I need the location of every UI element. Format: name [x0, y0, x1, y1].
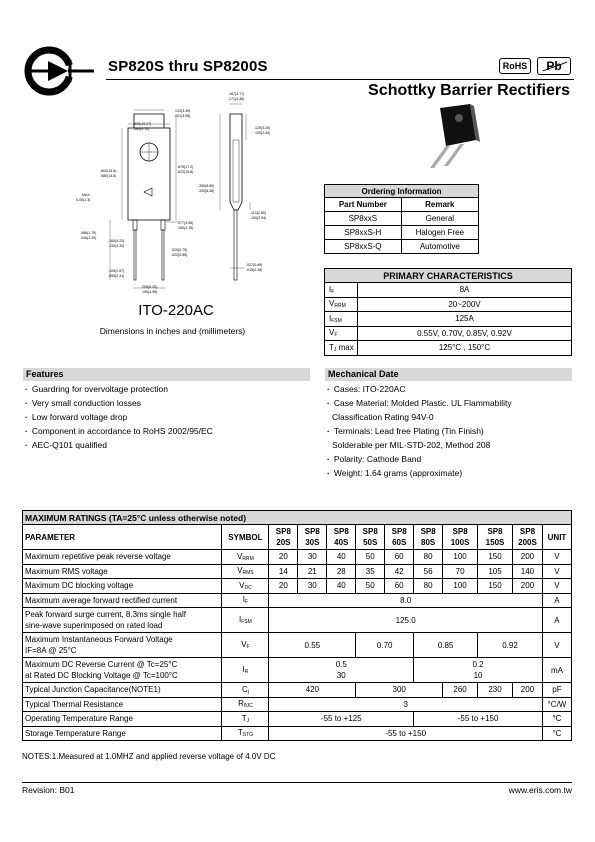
table-row: [23, 633, 572, 658]
part-suffix: 40S: [334, 538, 349, 547]
ordering-part: SP8xxS: [325, 212, 402, 226]
symbol-letter: V: [239, 580, 245, 590]
primary-symbol: [325, 326, 358, 341]
cell-unit: °C/W: [542, 697, 571, 712]
cell-value: 30: [298, 579, 327, 594]
notes: NOTES:1.Measured at 1.0MHZ and applied reverse voltage of 4.0V DC: [22, 752, 276, 761]
dim-label: .171(4.36): [228, 97, 245, 101]
title-underline: [106, 79, 574, 80]
ordering-title: Ordering Information: [325, 185, 479, 198]
col-unit: UNIT: [542, 525, 571, 550]
list-item: · Weight: 1.64 grams (approximate): [327, 466, 572, 480]
param-symbol: [222, 593, 269, 608]
diode-mark: [144, 188, 152, 196]
dim-label: .015(0.38): [246, 268, 263, 272]
value-line: 30: [336, 671, 346, 680]
symbol-letter: I: [242, 595, 245, 605]
dim-label: .580(14.5): [100, 174, 117, 178]
dim-label: .027(0.69): [246, 263, 263, 267]
package-side-view: [230, 114, 242, 210]
param-label: Maximum repetitive peak reverse voltage: [23, 550, 222, 565]
cell-unit: °C: [542, 712, 571, 727]
product-title: SP820S thru SP8200S: [108, 58, 268, 75]
table-row: [325, 240, 479, 254]
dim-label: .177(4.55): [177, 221, 194, 225]
pb-free-badge-text: Pb: [546, 59, 562, 73]
primary-value: 20~200V: [358, 297, 572, 312]
symbol-letter: T: [237, 728, 243, 738]
features-heading: Features: [23, 368, 310, 381]
col-part: [269, 525, 298, 550]
ordering-remark: Automotive: [401, 240, 478, 254]
dim-label: .350(8.89): [198, 184, 215, 188]
cell-value: 20: [269, 579, 298, 594]
param-label: Typical Thermal Resistance: [23, 697, 222, 712]
primary-value: 8A: [358, 283, 572, 298]
package-dimensions-caption: Dimensions in inches and (millimeters): [99, 326, 246, 336]
ratings-header-row: [23, 525, 572, 550]
param-symbol: [222, 712, 269, 727]
symbol-subscript: FSM: [241, 619, 252, 625]
col-remark: Remark: [401, 198, 478, 212]
symbol-letter: T: [241, 713, 247, 723]
part-suffix: 150S: [485, 538, 505, 547]
table-row: [23, 550, 572, 565]
product-subtitle: Schottky Barrier Rectifiers: [368, 82, 570, 99]
dim-label: .330(8.38): [198, 189, 215, 193]
table-row: [23, 712, 572, 727]
symbol-subscript: R: [244, 669, 249, 675]
list-item: · Component in accordance to RoHS 2002/95/EC: [25, 424, 310, 438]
param-label-line: sine-wave superimposed on rated load: [25, 621, 163, 630]
param-symbol: [222, 608, 269, 633]
part-prefix: SP8: [391, 527, 407, 536]
table-row: [23, 608, 572, 633]
part-prefix: SP8: [487, 527, 503, 536]
cell-value: 80: [414, 550, 443, 565]
param-label-line: Peak forward surge current, 8.3ms single half: [25, 610, 186, 619]
package-name: ITO-220AC: [138, 302, 214, 319]
list-item: · AEC-Q101 qualified: [25, 438, 310, 452]
part-suffix: 20S: [276, 538, 291, 547]
cell-value: 30: [298, 550, 327, 565]
cell-unit: V: [542, 633, 571, 658]
symbol-subscript: RRM: [334, 303, 346, 310]
dim-label: .205(5.20): [141, 285, 158, 289]
cell-value: 100: [443, 579, 478, 594]
primary-title: PRIMARY CHARACTERISTICS: [325, 269, 572, 283]
package-outline-drawing: [70, 92, 320, 304]
ordering-part: SP8xxS-H: [325, 226, 402, 240]
col-symbol: SYMBOL: [222, 525, 269, 550]
symbol-subscript: STG: [242, 732, 253, 739]
col-part: [298, 525, 327, 550]
dim-label: .622(15.8): [177, 170, 194, 174]
cell-value: 260: [443, 683, 478, 698]
col-parameter: PARAMETER: [23, 525, 222, 550]
cell-value: 0.70: [356, 633, 414, 658]
dim-label: .029(0.75): [171, 248, 188, 252]
maximum-ratings-table: [22, 510, 572, 741]
symbol-subscript: F: [245, 599, 249, 606]
param-symbol: [222, 550, 269, 565]
list-item: · Very small conduction losses: [25, 396, 310, 410]
list-item-continuation: Classification Rating 94V-0: [332, 412, 434, 422]
cell-value: -55 to +150: [269, 726, 543, 741]
param-label-line: Maximum DC Reverse Current @ Tc=25°C: [25, 660, 178, 669]
symbol-subscript: J: [246, 717, 250, 724]
dim-label: .100(2.54): [250, 216, 267, 220]
col-part-number: Part Number: [325, 198, 402, 212]
col-part: [512, 525, 542, 550]
param-label: [23, 608, 222, 633]
value-line: 10: [473, 671, 483, 680]
param-label-line: at Rated DC Blocking Voltage @ Tc=100°C: [25, 671, 178, 680]
list-item: · Cases: ITO-220AC: [327, 382, 572, 396]
param-symbol: [222, 683, 269, 698]
cell-value: 230: [478, 683, 513, 698]
param-symbol: [222, 564, 269, 579]
dim-label: .133(3.39): [174, 109, 191, 113]
param-label: [23, 658, 222, 683]
part-suffix: 200S: [518, 538, 537, 547]
list-item: · Guardring for overvoltage protection: [25, 382, 310, 396]
value-line: 0.2: [472, 660, 484, 669]
features-list: [25, 382, 310, 452]
primary-value: 125A: [358, 312, 572, 327]
list-item: · Low forward voltage drop: [25, 410, 310, 424]
dim-label: .405(10.27): [133, 122, 152, 126]
cell-unit: °C: [542, 726, 571, 741]
cell-value: -55 to +125: [269, 712, 414, 727]
part-prefix: SP8: [333, 527, 349, 536]
cell-value: 42: [385, 564, 414, 579]
symbol-letter: V: [329, 299, 335, 309]
col-part: [443, 525, 478, 550]
cell-value: 100: [443, 550, 478, 565]
cell-value: 420: [269, 683, 356, 698]
cell-value: 40: [327, 579, 356, 594]
part-prefix: SP8: [452, 527, 468, 536]
part-prefix: SP8: [275, 527, 291, 536]
symbol-letter: I: [329, 284, 332, 294]
package-body: [128, 128, 170, 220]
cell-value: 20: [269, 550, 298, 565]
table-row: [23, 593, 572, 608]
col-part: [385, 525, 414, 550]
param-label-line: IF=8A @ 25°C: [25, 646, 77, 655]
table-row: [23, 658, 572, 683]
cell-value: 0.85: [414, 633, 478, 658]
cell-value: 50: [356, 550, 385, 565]
primary-symbol: [325, 297, 358, 312]
param-label: Storage Temperature Range: [23, 726, 222, 741]
cell-value: 56: [414, 564, 443, 579]
revision-label: Revision: B01: [22, 785, 75, 795]
param-symbol: [222, 697, 269, 712]
dim-label: .110(2.80): [250, 211, 267, 215]
primary-symbol: [325, 283, 358, 298]
dim-label: .195(4.95): [141, 290, 158, 294]
part-suffix: 60S: [392, 538, 407, 547]
website-link[interactable]: www.eris.com.tw: [508, 785, 572, 795]
cell-value: 200: [512, 550, 542, 565]
param-symbol: [222, 726, 269, 741]
symbol-subscript: J: [333, 346, 337, 353]
symbol-letter: V: [329, 328, 335, 338]
dim-label: .046(1.20): [80, 236, 97, 240]
cell-value: 14: [269, 564, 298, 579]
dim-label: .066(1.70): [80, 231, 97, 235]
dim-label: .160(4.15): [177, 226, 194, 230]
cell-value: 3: [269, 697, 543, 712]
cell-value: 60: [385, 550, 414, 565]
cell-value: 150: [478, 550, 513, 565]
cell-value: 200: [512, 683, 542, 698]
symbol-subscript: RMS: [242, 570, 254, 577]
param-label-line: Maximum Instantaneous Forward Voltage: [25, 635, 173, 644]
table-row: [325, 283, 572, 298]
symbol-letter: V: [237, 566, 243, 576]
col-part: [327, 525, 356, 550]
cell-value: 50: [356, 579, 385, 594]
cell-value: 0.92: [478, 633, 543, 658]
dim-label: .160(4.22): [108, 239, 125, 243]
param-label: [23, 633, 222, 658]
symbol-subscript: F: [331, 288, 335, 295]
cell-value: 300: [356, 683, 443, 698]
cell-unit: A: [542, 608, 571, 633]
cell-value: [269, 658, 414, 683]
symbol-subscript: DC: [244, 584, 252, 591]
dim-label: .100(2.54): [254, 131, 271, 135]
dim-label: .187(4.77): [228, 92, 245, 96]
part-suffix: 30S: [305, 538, 320, 547]
param-label: Operating Temperature Range: [23, 712, 222, 727]
table-row: [23, 683, 572, 698]
cell-value: 70: [443, 564, 478, 579]
footer-rule: [22, 782, 572, 783]
part-suffix: 80S: [421, 538, 436, 547]
cell-value: 28: [327, 564, 356, 579]
symbol-subscript: j: [247, 688, 249, 695]
symbol-subscript: F: [334, 332, 338, 339]
dim-label: .380(9.72): [133, 127, 150, 131]
rohs-badge: RoHS: [499, 58, 531, 74]
lead-right: [161, 220, 165, 230]
primary-value: 0.55V, 0.70V, 0.85V, 0.92V: [358, 326, 572, 341]
cell-unit: mA: [542, 658, 571, 683]
dim-label: .105(2.67): [108, 269, 125, 273]
table-row: [23, 697, 572, 712]
dim-label: .130(3.30): [108, 244, 125, 248]
cell-value: 35: [356, 564, 385, 579]
cell-value: 60: [385, 579, 414, 594]
param-label: Typical Junction Capacitance(NOTE1): [23, 683, 222, 698]
dim-label: 0.05(1.3): [76, 198, 91, 202]
part-prefix: SP8: [420, 527, 436, 536]
cell-value: -55 to +150: [414, 712, 543, 727]
dim-label: .600(15.5): [100, 169, 117, 173]
dim-label: .095(2.41): [108, 274, 125, 278]
list-item: · Terminals: Lead free Plating (Tin Finish): [327, 424, 572, 438]
param-label: Maximum average forward rectified current: [23, 593, 222, 608]
symbol-letter: R: [238, 699, 244, 709]
symbol-subscript: FSM: [331, 317, 342, 324]
dim-label: MAX: [82, 193, 90, 197]
table-row: [325, 341, 572, 356]
part-prefix: SP8: [362, 527, 378, 536]
cell-value: 8.0: [269, 593, 543, 608]
param-symbol: [222, 658, 269, 683]
primary-symbol: [325, 341, 358, 356]
symbol-letter: V: [237, 551, 243, 561]
symbol-letter: T: [329, 342, 334, 352]
value-line: 0.5: [335, 660, 347, 669]
cell-value: 150: [478, 579, 513, 594]
part-prefix: SP8: [519, 527, 536, 536]
ordering-information-table: [324, 184, 479, 254]
part-suffix: 100S: [450, 538, 470, 547]
cell-unit: A: [542, 593, 571, 608]
symbol-suffix: max: [336, 342, 354, 352]
primary-symbol: [325, 312, 358, 327]
ordering-remark: Halogen Free: [401, 226, 478, 240]
lead-left: [133, 220, 137, 230]
cell-value: 0.55: [269, 633, 356, 658]
symbol-letter: I: [239, 615, 242, 624]
part-prefix: SP8: [304, 527, 320, 536]
param-label: Maximum DC blocking voltage: [23, 579, 222, 594]
symbol-letter: I: [329, 313, 332, 323]
symbol-letter: C: [241, 684, 248, 694]
table-row: [23, 726, 572, 741]
symbol-subscript: RRM: [242, 555, 254, 562]
cell-value: [414, 658, 543, 683]
table-row: [23, 564, 572, 579]
symbol-subscript: F: [246, 644, 250, 650]
cell-unit: V: [542, 564, 571, 579]
cell-value: 140: [512, 564, 542, 579]
cell-value: 200: [512, 579, 542, 594]
dim-label: .125(3.20): [254, 126, 271, 130]
table-row: [23, 579, 572, 594]
dim-label: .022(0.55): [171, 253, 188, 257]
pb-free-badge: [537, 57, 571, 75]
cell-value: 21: [298, 564, 327, 579]
ordering-part: SP8xxS-Q: [325, 240, 402, 254]
list-item-continuation: Solderable per MIL-STD-202, Method 208: [332, 440, 491, 450]
list-item: · Polarity: Cathode Band: [327, 452, 572, 466]
cell-unit: V: [542, 550, 571, 565]
param-symbol: [222, 633, 269, 658]
col-part: [478, 525, 513, 550]
symbol-letter: I: [242, 665, 245, 674]
dim-label: .676(17.2): [177, 165, 194, 169]
col-part: [414, 525, 443, 550]
cell-unit: V: [542, 579, 571, 594]
symbol-subscript: θJC: [243, 703, 253, 710]
symbol-letter: V: [241, 640, 247, 649]
part-suffix: 50S: [363, 538, 378, 547]
mechanical-heading: Mechanical Date: [325, 368, 572, 381]
cell-value: 40: [327, 550, 356, 565]
table-row: [325, 297, 572, 312]
dim-label: .121(3.08): [174, 114, 191, 118]
table-row: [325, 312, 572, 327]
table-row: [325, 212, 479, 226]
primary-characteristics-table: [324, 268, 572, 356]
cell-unit: pF: [542, 683, 571, 698]
table-row: [325, 326, 572, 341]
cell-value: 125.0: [269, 608, 543, 633]
cell-value: 105: [478, 564, 513, 579]
list-item: · Case Material: Molded Plastic. UL Flammability: [327, 396, 572, 410]
primary-value: 125°C , 150°C: [358, 341, 572, 356]
table-row: [325, 226, 479, 240]
ordering-remark: General: [401, 212, 478, 226]
ratings-title: MAXIMUM RATINGS (TA=25°C unless otherwise noted): [23, 511, 572, 525]
cell-value: 80: [414, 579, 443, 594]
col-part: [356, 525, 385, 550]
mechanical-list: [327, 382, 572, 480]
param-label: Maximum RMS voltage: [23, 564, 222, 579]
param-symbol: [222, 579, 269, 594]
component-photo: [410, 102, 500, 172]
